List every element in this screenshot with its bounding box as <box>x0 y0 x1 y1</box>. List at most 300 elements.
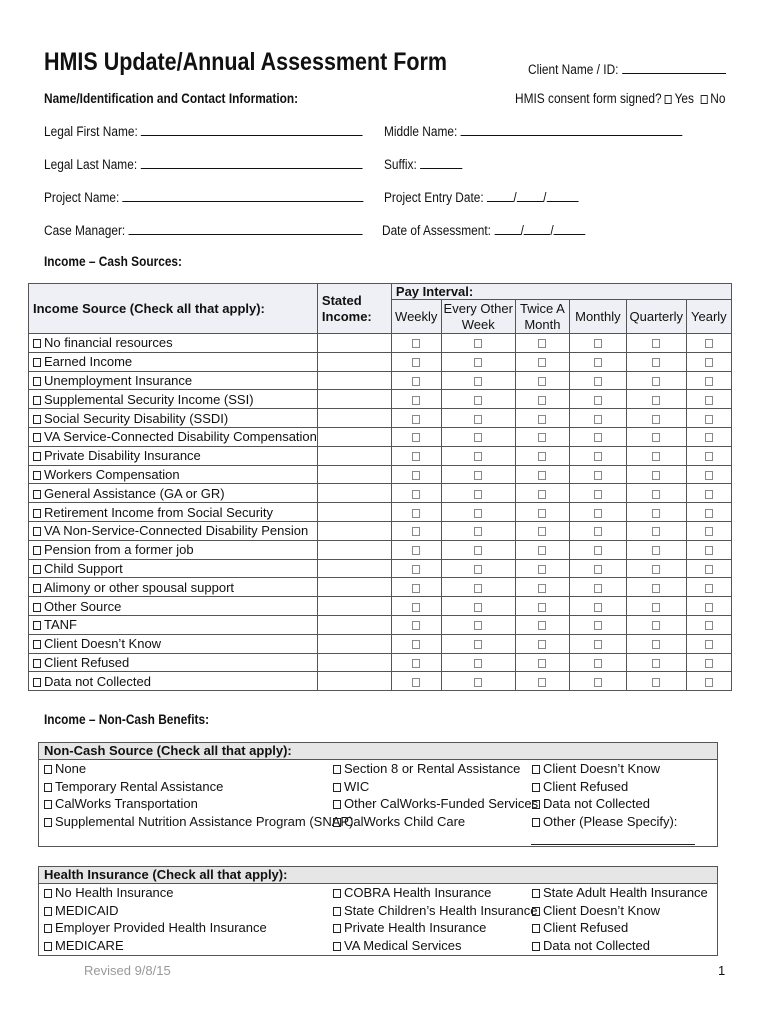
stated-header-line1: Stated <box>321 292 362 308</box>
interval-checkbox[interactable] <box>538 659 546 668</box>
income-source-label: Retirement Income from Social Security <box>44 504 274 520</box>
interval-checkbox[interactable] <box>594 490 602 499</box>
contact-section-title: Name/Identification and Contact Information: <box>44 91 299 106</box>
middle-name-row <box>384 123 682 139</box>
interval-checkbox[interactable] <box>538 546 546 555</box>
interval-checkbox[interactable] <box>412 678 420 687</box>
health-col3-item <box>532 902 712 920</box>
interval-header: Every Other Week <box>441 300 515 334</box>
interval-header: Yearly <box>686 300 731 334</box>
interval-checkbox[interactable] <box>652 377 660 386</box>
income-source-checkbox[interactable] <box>33 471 41 480</box>
noncash-col1-item <box>44 760 333 778</box>
noncash-col3-item <box>532 778 712 796</box>
stated-income-field[interactable] <box>317 615 391 634</box>
option-checkbox[interactable] <box>333 924 341 933</box>
interval-checkbox[interactable] <box>474 490 482 499</box>
table-row <box>29 634 732 653</box>
interval-header: Quarterly <box>626 300 686 334</box>
income-source-checkbox[interactable] <box>33 339 41 348</box>
interval-checkbox[interactable] <box>538 565 546 574</box>
interval-checkbox[interactable] <box>538 452 546 461</box>
interval-checkbox[interactable] <box>474 678 482 687</box>
interval-checkbox[interactable] <box>594 565 602 574</box>
interval-checkbox[interactable] <box>412 339 420 348</box>
case-manager-row <box>44 222 363 238</box>
interval-checkbox[interactable] <box>594 621 602 630</box>
interval-checkbox[interactable] <box>705 452 713 461</box>
health-col1 <box>44 884 333 954</box>
interval-checkbox[interactable] <box>474 339 482 348</box>
option-label: WIC <box>344 778 370 794</box>
interval-checkbox[interactable] <box>705 509 713 518</box>
stated-header-line2: Income: <box>321 308 372 324</box>
interval-checkbox[interactable] <box>705 527 713 536</box>
health-col2-item <box>333 919 532 937</box>
revised-date: Revised 9/8/15 <box>84 963 171 978</box>
option-label: State Adult Health Insurance <box>543 885 708 900</box>
noncash-col2-item <box>333 813 532 831</box>
interval-checkbox[interactable] <box>538 377 546 386</box>
income-source-checkbox[interactable] <box>33 358 41 367</box>
interval-checkbox[interactable] <box>412 396 420 405</box>
health-col2 <box>333 884 538 954</box>
income-source-checkbox[interactable] <box>33 396 41 405</box>
option-checkbox[interactable] <box>333 800 341 809</box>
interval-checkbox[interactable] <box>594 659 602 668</box>
first-name-row <box>44 123 363 139</box>
option-label: CalWorks Transportation <box>55 796 198 812</box>
noncash-col1 <box>44 760 354 830</box>
interval-checkbox[interactable] <box>538 358 546 367</box>
income-source-checkbox[interactable] <box>33 621 41 630</box>
middle-name-field[interactable] <box>461 123 683 136</box>
interval-header: Twice A Month <box>515 300 569 334</box>
interval-checkbox[interactable] <box>474 546 482 555</box>
table-row <box>29 540 732 559</box>
interval-checkbox[interactable] <box>412 509 420 518</box>
noncash-col2-item <box>333 760 532 778</box>
interval-checkbox[interactable] <box>705 415 713 424</box>
option-checkbox[interactable] <box>532 800 540 809</box>
interval-checkbox[interactable] <box>412 527 420 536</box>
option-checkbox[interactable] <box>44 907 52 916</box>
other-specify-field[interactable] <box>531 844 695 845</box>
option-label: None <box>55 761 87 776</box>
income-source-label: Earned Income <box>44 354 133 370</box>
project-name-row <box>44 189 364 205</box>
income-source-checkbox[interactable] <box>33 603 41 612</box>
interval-checkbox[interactable] <box>412 415 420 424</box>
noncash-col3-item <box>532 795 712 813</box>
income-source-header: Income Source (Check all that apply): <box>29 284 318 334</box>
interval-checkbox[interactable] <box>652 659 660 668</box>
suffix-field[interactable] <box>420 156 462 169</box>
health-col1-item <box>44 902 333 920</box>
interval-checkbox[interactable] <box>474 377 482 386</box>
table-row <box>29 446 732 465</box>
interval-checkbox[interactable] <box>652 546 660 555</box>
entry-date-label: Project Entry Date: <box>384 190 484 205</box>
income-source-label: No financial resources <box>44 335 173 351</box>
stated-income-field[interactable] <box>317 578 391 597</box>
interval-checkbox[interactable] <box>705 396 713 405</box>
option-checkbox[interactable] <box>333 783 341 792</box>
income-section-title: Income – Cash Sources: <box>44 254 182 269</box>
interval-checkbox[interactable] <box>538 490 546 499</box>
income-source-label: General Assistance (GA or GR) <box>44 485 225 501</box>
last-name-field[interactable] <box>140 156 362 169</box>
interval-checkbox[interactable] <box>652 452 660 461</box>
interval-checkbox[interactable] <box>594 339 602 348</box>
interval-checkbox[interactable] <box>705 471 713 480</box>
stated-income-field[interactable] <box>317 427 391 446</box>
noncash-col3 <box>532 760 712 830</box>
entry-date-year[interactable] <box>546 189 578 202</box>
interval-checkbox[interactable] <box>705 565 713 574</box>
option-checkbox[interactable] <box>44 924 52 933</box>
income-source-checkbox[interactable] <box>33 415 41 424</box>
interval-checkbox[interactable] <box>705 584 713 593</box>
income-source-checkbox[interactable] <box>33 565 41 574</box>
interval-checkbox[interactable] <box>412 358 420 367</box>
noncash-col1-item <box>44 778 333 796</box>
interval-checkbox[interactable] <box>474 603 482 612</box>
interval-checkbox[interactable] <box>412 433 420 442</box>
interval-checkbox[interactable] <box>412 603 420 612</box>
interval-checkbox[interactable] <box>538 433 546 442</box>
option-label: State Children’s Health Insurance <box>344 902 538 918</box>
interval-checkbox[interactable] <box>705 546 713 555</box>
interval-checkbox[interactable] <box>474 640 482 649</box>
income-source-label: TANF <box>44 617 77 633</box>
stated-income-header <box>317 284 391 334</box>
interval-checkbox[interactable] <box>474 471 482 480</box>
client-name-field[interactable] <box>622 61 726 74</box>
consent-no-checkbox[interactable] <box>701 95 708 104</box>
interval-checkbox[interactable] <box>412 659 420 668</box>
interval-checkbox[interactable] <box>538 527 546 536</box>
noncash-col1-item <box>44 813 354 831</box>
interval-checkbox[interactable] <box>705 603 713 612</box>
interval-checkbox[interactable] <box>412 640 420 649</box>
interval-checkbox[interactable] <box>705 490 713 499</box>
health-col2-item <box>333 884 532 902</box>
interval-checkbox[interactable] <box>652 509 660 518</box>
stated-income-field[interactable] <box>317 352 391 371</box>
income-source-checkbox[interactable] <box>33 584 41 593</box>
interval-checkbox[interactable] <box>594 584 602 593</box>
option-label: Section 8 or Rental Assistance <box>344 761 521 776</box>
health-col3-item <box>532 937 712 955</box>
stated-income-field[interactable] <box>317 465 391 484</box>
interval-checkbox[interactable] <box>474 358 482 367</box>
interval-checkbox[interactable] <box>474 565 482 574</box>
table-row <box>29 653 732 672</box>
case-manager-field[interactable] <box>129 222 363 235</box>
option-label: Client Refused <box>543 778 629 794</box>
interval-checkbox[interactable] <box>594 640 602 649</box>
interval-checkbox[interactable] <box>705 433 713 442</box>
interval-checkbox[interactable] <box>594 509 602 518</box>
entry-date-row <box>384 189 578 205</box>
interval-checkbox[interactable] <box>705 659 713 668</box>
income-source-checkbox[interactable] <box>33 509 41 518</box>
option-checkbox[interactable] <box>532 907 540 916</box>
assessment-date-year[interactable] <box>554 222 586 235</box>
option-checkbox[interactable] <box>44 783 52 792</box>
income-source-checkbox[interactable] <box>33 433 41 442</box>
interval-checkbox[interactable] <box>652 396 660 405</box>
health-col2-item <box>333 902 538 920</box>
stated-income-field[interactable] <box>317 597 391 616</box>
consent-row <box>515 91 725 106</box>
stated-income-field[interactable] <box>317 446 391 465</box>
interval-checkbox[interactable] <box>594 377 602 386</box>
stated-income-field[interactable] <box>317 521 391 540</box>
interval-checkbox[interactable] <box>474 527 482 536</box>
consent-yes-label: Yes <box>674 91 694 106</box>
income-source-checkbox[interactable] <box>33 527 41 536</box>
option-checkbox[interactable] <box>532 783 540 792</box>
option-label: Client Refused <box>543 920 629 936</box>
assessment-date-row <box>382 222 585 238</box>
option-checkbox[interactable] <box>532 765 540 774</box>
interval-checkbox[interactable] <box>594 471 602 480</box>
income-source-label: Client Refused <box>44 654 130 670</box>
interval-checkbox[interactable] <box>652 678 660 687</box>
interval-checkbox[interactable] <box>412 546 420 555</box>
interval-checkbox[interactable] <box>652 490 660 499</box>
stated-income-field[interactable] <box>317 672 391 691</box>
option-checkbox[interactable] <box>333 765 341 774</box>
income-source-label: Workers Compensation <box>44 466 180 482</box>
income-source-label: Social Security Disability (SSDI) <box>44 410 229 426</box>
table-row <box>29 672 732 691</box>
interval-checkbox[interactable] <box>594 546 602 555</box>
interval-checkbox[interactable] <box>538 471 546 480</box>
health-col2-item <box>333 937 532 955</box>
interval-checkbox[interactable] <box>474 621 482 630</box>
stated-income-field[interactable] <box>317 484 391 503</box>
table-row <box>29 559 732 578</box>
option-checkbox[interactable] <box>44 818 52 827</box>
client-name-label: Client Name / ID: <box>528 62 619 77</box>
noncash-section <box>38 742 718 847</box>
health-col1-item <box>44 919 333 937</box>
income-source-label: Other Source <box>44 598 122 614</box>
income-source-label: Unemployment Insurance <box>44 372 193 388</box>
interval-checkbox[interactable] <box>412 471 420 480</box>
interval-header: Weekly <box>391 300 441 334</box>
noncash-col2-item <box>333 778 532 796</box>
project-name-field[interactable] <box>123 189 364 202</box>
stated-income-field[interactable] <box>317 540 391 559</box>
interval-checkbox[interactable] <box>652 584 660 593</box>
option-label: VA Medical Services <box>344 937 462 953</box>
option-label: Client Doesn’t Know <box>543 902 661 918</box>
stated-income-field[interactable] <box>317 371 391 390</box>
interval-checkbox[interactable] <box>538 678 546 687</box>
first-name-field[interactable] <box>141 123 363 136</box>
interval-checkbox[interactable] <box>652 640 660 649</box>
assessment-date-month[interactable] <box>494 222 520 235</box>
interval-checkbox[interactable] <box>594 396 602 405</box>
interval-header: Monthly <box>569 300 626 334</box>
income-source-label: Alimony or other spousal support <box>44 579 235 595</box>
interval-checkbox[interactable] <box>652 433 660 442</box>
health-header: Health Insurance (Check all that apply): <box>39 867 717 884</box>
noncash-col3-item <box>532 760 712 778</box>
table-row <box>29 503 732 522</box>
option-label: CalWorks Child Care <box>344 813 466 829</box>
interval-checkbox[interactable] <box>474 584 482 593</box>
interval-checkbox[interactable] <box>705 621 713 630</box>
option-checkbox[interactable] <box>44 942 52 951</box>
interval-checkbox[interactable] <box>705 678 713 687</box>
table-row <box>29 521 732 540</box>
interval-checkbox[interactable] <box>652 358 660 367</box>
interval-checkbox[interactable] <box>652 621 660 630</box>
consent-label: HMIS consent form signed? <box>515 91 662 106</box>
table-row <box>29 427 732 446</box>
option-checkbox[interactable] <box>532 889 540 898</box>
interval-checkbox[interactable] <box>412 452 420 461</box>
stated-income-field[interactable] <box>317 503 391 522</box>
income-table <box>28 283 732 691</box>
interval-checkbox[interactable] <box>412 584 420 593</box>
health-col3 <box>532 884 712 954</box>
income-source-checkbox[interactable] <box>33 546 41 555</box>
option-checkbox[interactable] <box>532 924 540 933</box>
entry-date-day[interactable] <box>517 189 543 202</box>
interval-checkbox[interactable] <box>538 339 546 348</box>
consent-yes-checkbox[interactable] <box>665 95 672 104</box>
interval-checkbox[interactable] <box>412 377 420 386</box>
income-source-label: VA Service-Connected Disability Compensation <box>44 429 317 445</box>
table-row <box>29 409 732 428</box>
table-row <box>29 334 732 353</box>
option-label: Employer Provided Health Insurance <box>55 920 267 936</box>
interval-checkbox[interactable] <box>705 339 713 348</box>
option-checkbox[interactable] <box>333 907 341 916</box>
entry-date-month[interactable] <box>487 189 513 202</box>
interval-checkbox[interactable] <box>594 603 602 612</box>
interval-checkbox[interactable] <box>705 377 713 386</box>
option-checkbox[interactable] <box>44 765 52 774</box>
option-label: Temporary Rental Assistance <box>55 778 224 794</box>
option-label: No Health Insurance <box>55 885 174 900</box>
stated-income-field[interactable] <box>317 634 391 653</box>
interval-checkbox[interactable] <box>652 565 660 574</box>
option-checkbox[interactable] <box>44 889 52 898</box>
table-row <box>29 597 732 616</box>
interval-checkbox[interactable] <box>594 433 602 442</box>
interval-checkbox[interactable] <box>538 584 546 593</box>
interval-checkbox[interactable] <box>474 433 482 442</box>
income-source-checkbox[interactable] <box>33 659 41 668</box>
interval-checkbox[interactable] <box>538 396 546 405</box>
interval-checkbox[interactable] <box>705 358 713 367</box>
interval-checkbox[interactable] <box>412 621 420 630</box>
interval-checkbox[interactable] <box>412 490 420 499</box>
interval-checkbox[interactable] <box>652 603 660 612</box>
option-label: Data not Collected <box>543 937 650 953</box>
consent-no-label: No <box>710 91 726 106</box>
option-checkbox[interactable] <box>333 889 341 898</box>
income-source-label: Child Support <box>44 560 123 576</box>
option-label: COBRA Health Insurance <box>344 885 492 900</box>
stated-income-field[interactable] <box>317 653 391 672</box>
option-checkbox[interactable] <box>532 818 540 827</box>
interval-checkbox[interactable] <box>474 415 482 424</box>
interval-checkbox[interactable] <box>474 659 482 668</box>
income-source-checkbox[interactable] <box>33 377 41 386</box>
option-checkbox[interactable] <box>44 800 52 809</box>
page-number: 1 <box>718 963 726 978</box>
income-source-checkbox[interactable] <box>33 678 41 687</box>
interval-checkbox[interactable] <box>538 509 546 518</box>
last-name-row <box>44 156 362 172</box>
interval-checkbox[interactable] <box>594 527 602 536</box>
interval-checkbox[interactable] <box>652 471 660 480</box>
interval-checkbox[interactable] <box>705 640 713 649</box>
option-label: Supplemental Nutrition Assistance Program (SNAP) <box>55 813 354 829</box>
income-source-label: Private Disability Insurance <box>44 448 201 464</box>
stated-income-field[interactable] <box>317 334 391 353</box>
interval-checkbox[interactable] <box>474 396 482 405</box>
option-label: Other CalWorks-Funded Services <box>344 796 539 812</box>
interval-checkbox[interactable] <box>412 565 420 574</box>
stated-income-field[interactable] <box>317 559 391 578</box>
interval-checkbox[interactable] <box>652 527 660 536</box>
option-checkbox[interactable] <box>333 942 341 951</box>
interval-checkbox[interactable] <box>474 509 482 518</box>
interval-checkbox[interactable] <box>538 415 546 424</box>
interval-checkbox[interactable] <box>474 452 482 461</box>
health-col1-item <box>44 937 333 955</box>
interval-checkbox[interactable] <box>538 640 546 649</box>
health-section <box>38 866 718 956</box>
interval-checkbox[interactable] <box>538 603 546 612</box>
income-source-checkbox[interactable] <box>33 490 41 499</box>
option-label: MEDICAID <box>55 902 119 918</box>
interval-checkbox[interactable] <box>594 678 602 687</box>
noncash-col2 <box>333 760 539 830</box>
table-row <box>29 578 732 597</box>
option-checkbox[interactable] <box>532 942 540 951</box>
date-separator: / <box>550 223 554 238</box>
income-source-checkbox[interactable] <box>33 640 41 649</box>
interval-checkbox[interactable] <box>652 339 660 348</box>
noncash-col2-item <box>333 795 539 813</box>
assessment-date-day[interactable] <box>524 222 550 235</box>
health-col3-item <box>532 884 712 902</box>
interval-checkbox[interactable] <box>594 358 602 367</box>
interval-checkbox[interactable] <box>652 415 660 424</box>
stated-income-field[interactable] <box>317 409 391 428</box>
suffix-label: Suffix: <box>384 157 417 172</box>
interval-checkbox[interactable] <box>594 415 602 424</box>
interval-checkbox[interactable] <box>538 621 546 630</box>
stated-income-field[interactable] <box>317 390 391 409</box>
noncash-section-title: Income – Non-Cash Benefits: <box>44 712 210 727</box>
income-source-checkbox[interactable] <box>33 452 41 461</box>
pay-interval-header: Pay Interval: <box>391 284 731 300</box>
option-checkbox[interactable] <box>333 818 341 827</box>
interval-checkbox[interactable] <box>594 452 602 461</box>
health-col1-item <box>44 884 333 902</box>
